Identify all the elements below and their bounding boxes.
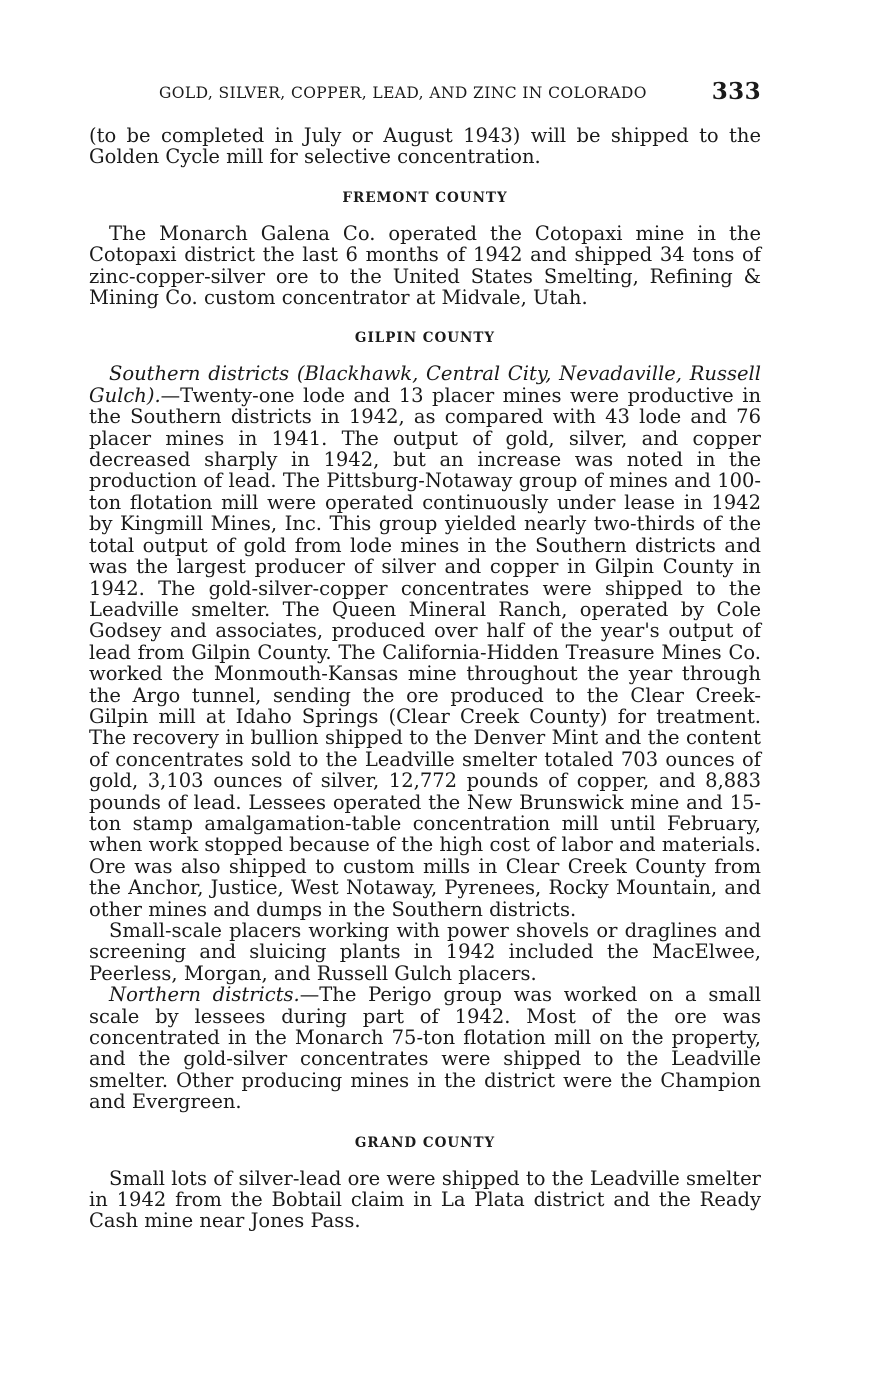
fremont-paragraph: The Monarch Galena Co. operated the Cotopaxi mine in the Cotopaxi district the last 6 months of 1942 and shipped 34 tons of zinc-copper-silver ore to the United States Smelting, Refining & Mining Co. custom concentrator at Midvale, Utah. (89, 221, 761, 310)
section-heading-fremont: FREMONT COUNTY (342, 189, 508, 206)
running-header (89, 78, 761, 110)
gilpin-placers-paragraph: Small-scale placers working with power shovels or draglines and screening and sluicing plants in 1942 included the MacElwee, Peerless, Morgan, and Russell Gulch placers. (89, 919, 761, 985)
gilpin-southern-paragraph (89, 363, 761, 920)
section-heading-gilpin: GILPIN COUNTY (354, 330, 496, 347)
section-heading-grand: GRAND COUNTY (354, 1134, 496, 1151)
northern-districts-text: —The Perigo group was worked on a small scale by lessees during part of 1942. Most of the ore was concentrated in the Monarch 75-ton flotation mill on the property, and the gold-silver concentrates were shipped to the Leadville smelter. Other producing mines in the district were the Champion and Evergreen. (89, 983, 761, 1114)
southern-districts-lead: Southern districts (Blackhawk, Central City, Nevadaville, Russell Gulch). (89, 362, 761, 407)
northern-districts-lead: Northern districts. (109, 983, 300, 1007)
grand-paragraph: Small lots of silver-lead ore were shipped to the Leadville smelter in 1942 from the Bobtail claim in La Plata district and the Ready Cash mine near Jones Pass. (89, 1166, 761, 1233)
page-number: 333 (711, 78, 761, 105)
continuation-paragraph: (to be completed in July or August 1943) will be shipped to the Golden Cycle mill for selective concentration. (89, 124, 761, 169)
document-page (89, 78, 761, 1232)
running-title: GOLD, SILVER, COPPER, LEAD, AND ZINC IN COLORADO (159, 84, 647, 102)
southern-districts-text: —Twenty-one lode and 13 placer mines were productive in the Southern districts in 1942, as compared with 43 lode and 76 placer mines in 1941. The output of gold, silver, and copper decreased sharply in 1942, but an increase was noted in the production of lead. The Pittsburg-Notaway group of mines and 100-ton flotation mill were operated continuously under lease in 1942 by Kingmill Mines, Inc. This group yielded nearly two-thirds of the total output of gold from lode mines in the Southern districts and was the largest producer of silver and copper in Gilpin County in 1942. The gold-silver-copper concentrates were shipped to the Leadville smelter. The Queen Mineral Ranch, operated by Cole Godsey and associates, produced over half of the year's output of lead from Gilpin County. The California-Hidden Treasure Mines Co. worked the Monmouth-Kansas mine throughout the year through the Argo tunnel, sending the ore produced to the Clear Creek-Gilpin mill at Idaho Springs (Clear Creek County) for treatment. The recovery in bullion shipped to the Denver Mint and the content of concentrates sold to the Leadville smelter totaled 703 ounces of gold, 3,103 ounces of silver, 12,772 pounds of copper, and 8,883 pounds of lead. Lessees operated the New Brunswick mine and 15-ton stamp amalgamation-table concentration mill until February, when work stopped because of the high cost of labor and materials. Ore was also shipped to custom mills in Clear Creek County from the Anchor, Justice, West Notaway, Pyrenees, Rocky Mountain, and other mines and dumps in the Southern districts. (89, 383, 761, 921)
gilpin-northern-paragraph (89, 984, 761, 1112)
